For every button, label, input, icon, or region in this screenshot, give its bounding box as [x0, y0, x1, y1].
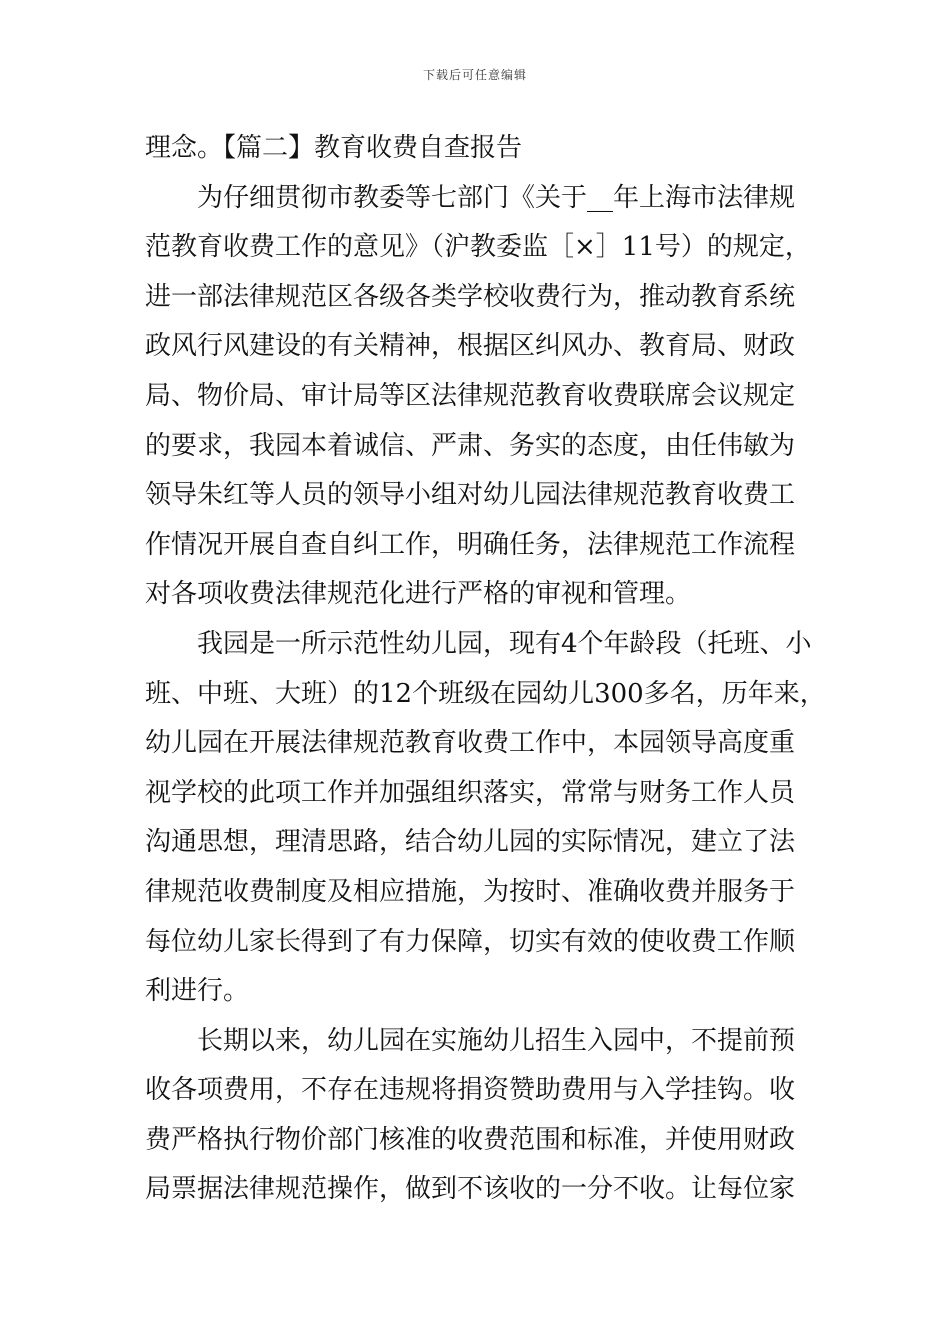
- document-body: [145, 124, 825, 1215]
- header-note: 下载后可任意编辑: [422, 68, 527, 82]
- text-line: 的要求，我园本着诚信、严肃、务实的态度，由任伟敏为: [145, 430, 796, 461]
- text-line: 视学校的此项工作并加强组织落实，常常与财务工作人员: [145, 777, 796, 808]
- text-line: 费严格执行物价部门核准的收费范围和标准，并使用财政: [145, 1124, 796, 1155]
- text-line: 对各项收费法律规范化进行严格的审视和管理。: [145, 579, 692, 610]
- text-line: 律规范收费制度及相应措施，为按时、准确收费并服务于: [145, 876, 796, 907]
- text-line: 局票据法律规范操作，做到不该收的一分不收。让每位家: [145, 1174, 796, 1205]
- text-line: 领导朱红等人员的领导小组对幼儿园法律规范教育收费工: [145, 480, 796, 511]
- text-line: 局、物价局、审计局等区法律规范教育收费联席会议规定: [145, 380, 796, 411]
- text-line: 为仔细贯彻市教委等七部门《关于__年上海市法律规: [197, 182, 796, 213]
- text-line: 范教育收费工作的意见》（沪教委监［×］11号）的规定，: [145, 232, 811, 263]
- text-line: 长期以来，幼儿园在实施幼儿招生入园中，不提前预: [197, 1025, 796, 1056]
- text-line: 班、中班、大班）的12个班级在园幼儿300多名，历年来，: [145, 678, 826, 709]
- text-line: 我园是一所示范性幼儿园，现有4个年龄段（托班、小: [197, 628, 812, 659]
- text-line: 幼儿园在开展法律规范教育收费工作中，本园领导高度重: [145, 728, 796, 759]
- text-line: 利进行。: [145, 976, 250, 1007]
- text-line: 沟通思想，理清思路，结合幼儿园的实际情况，建立了法: [145, 827, 796, 858]
- text-line: 作情况开展自查自纠工作，明确任务，法律规范工作流程: [145, 529, 796, 560]
- text-line: 政风行风建设的有关精神，根据区纠风办、教育局、财政: [145, 331, 796, 362]
- text-line: 收各项费用，不存在违规将捐资赞助费用与入学挂钩。收: [145, 1075, 796, 1106]
- text-line: 理念。【篇二】教育收费自查报告: [145, 133, 523, 163]
- text-line: 每位幼儿家长得到了有力保障，切实有效的使收费工作顺: [145, 926, 796, 957]
- text-line: 进一部法律规范区各级各类学校收费行为，推动教育系统: [145, 281, 796, 312]
